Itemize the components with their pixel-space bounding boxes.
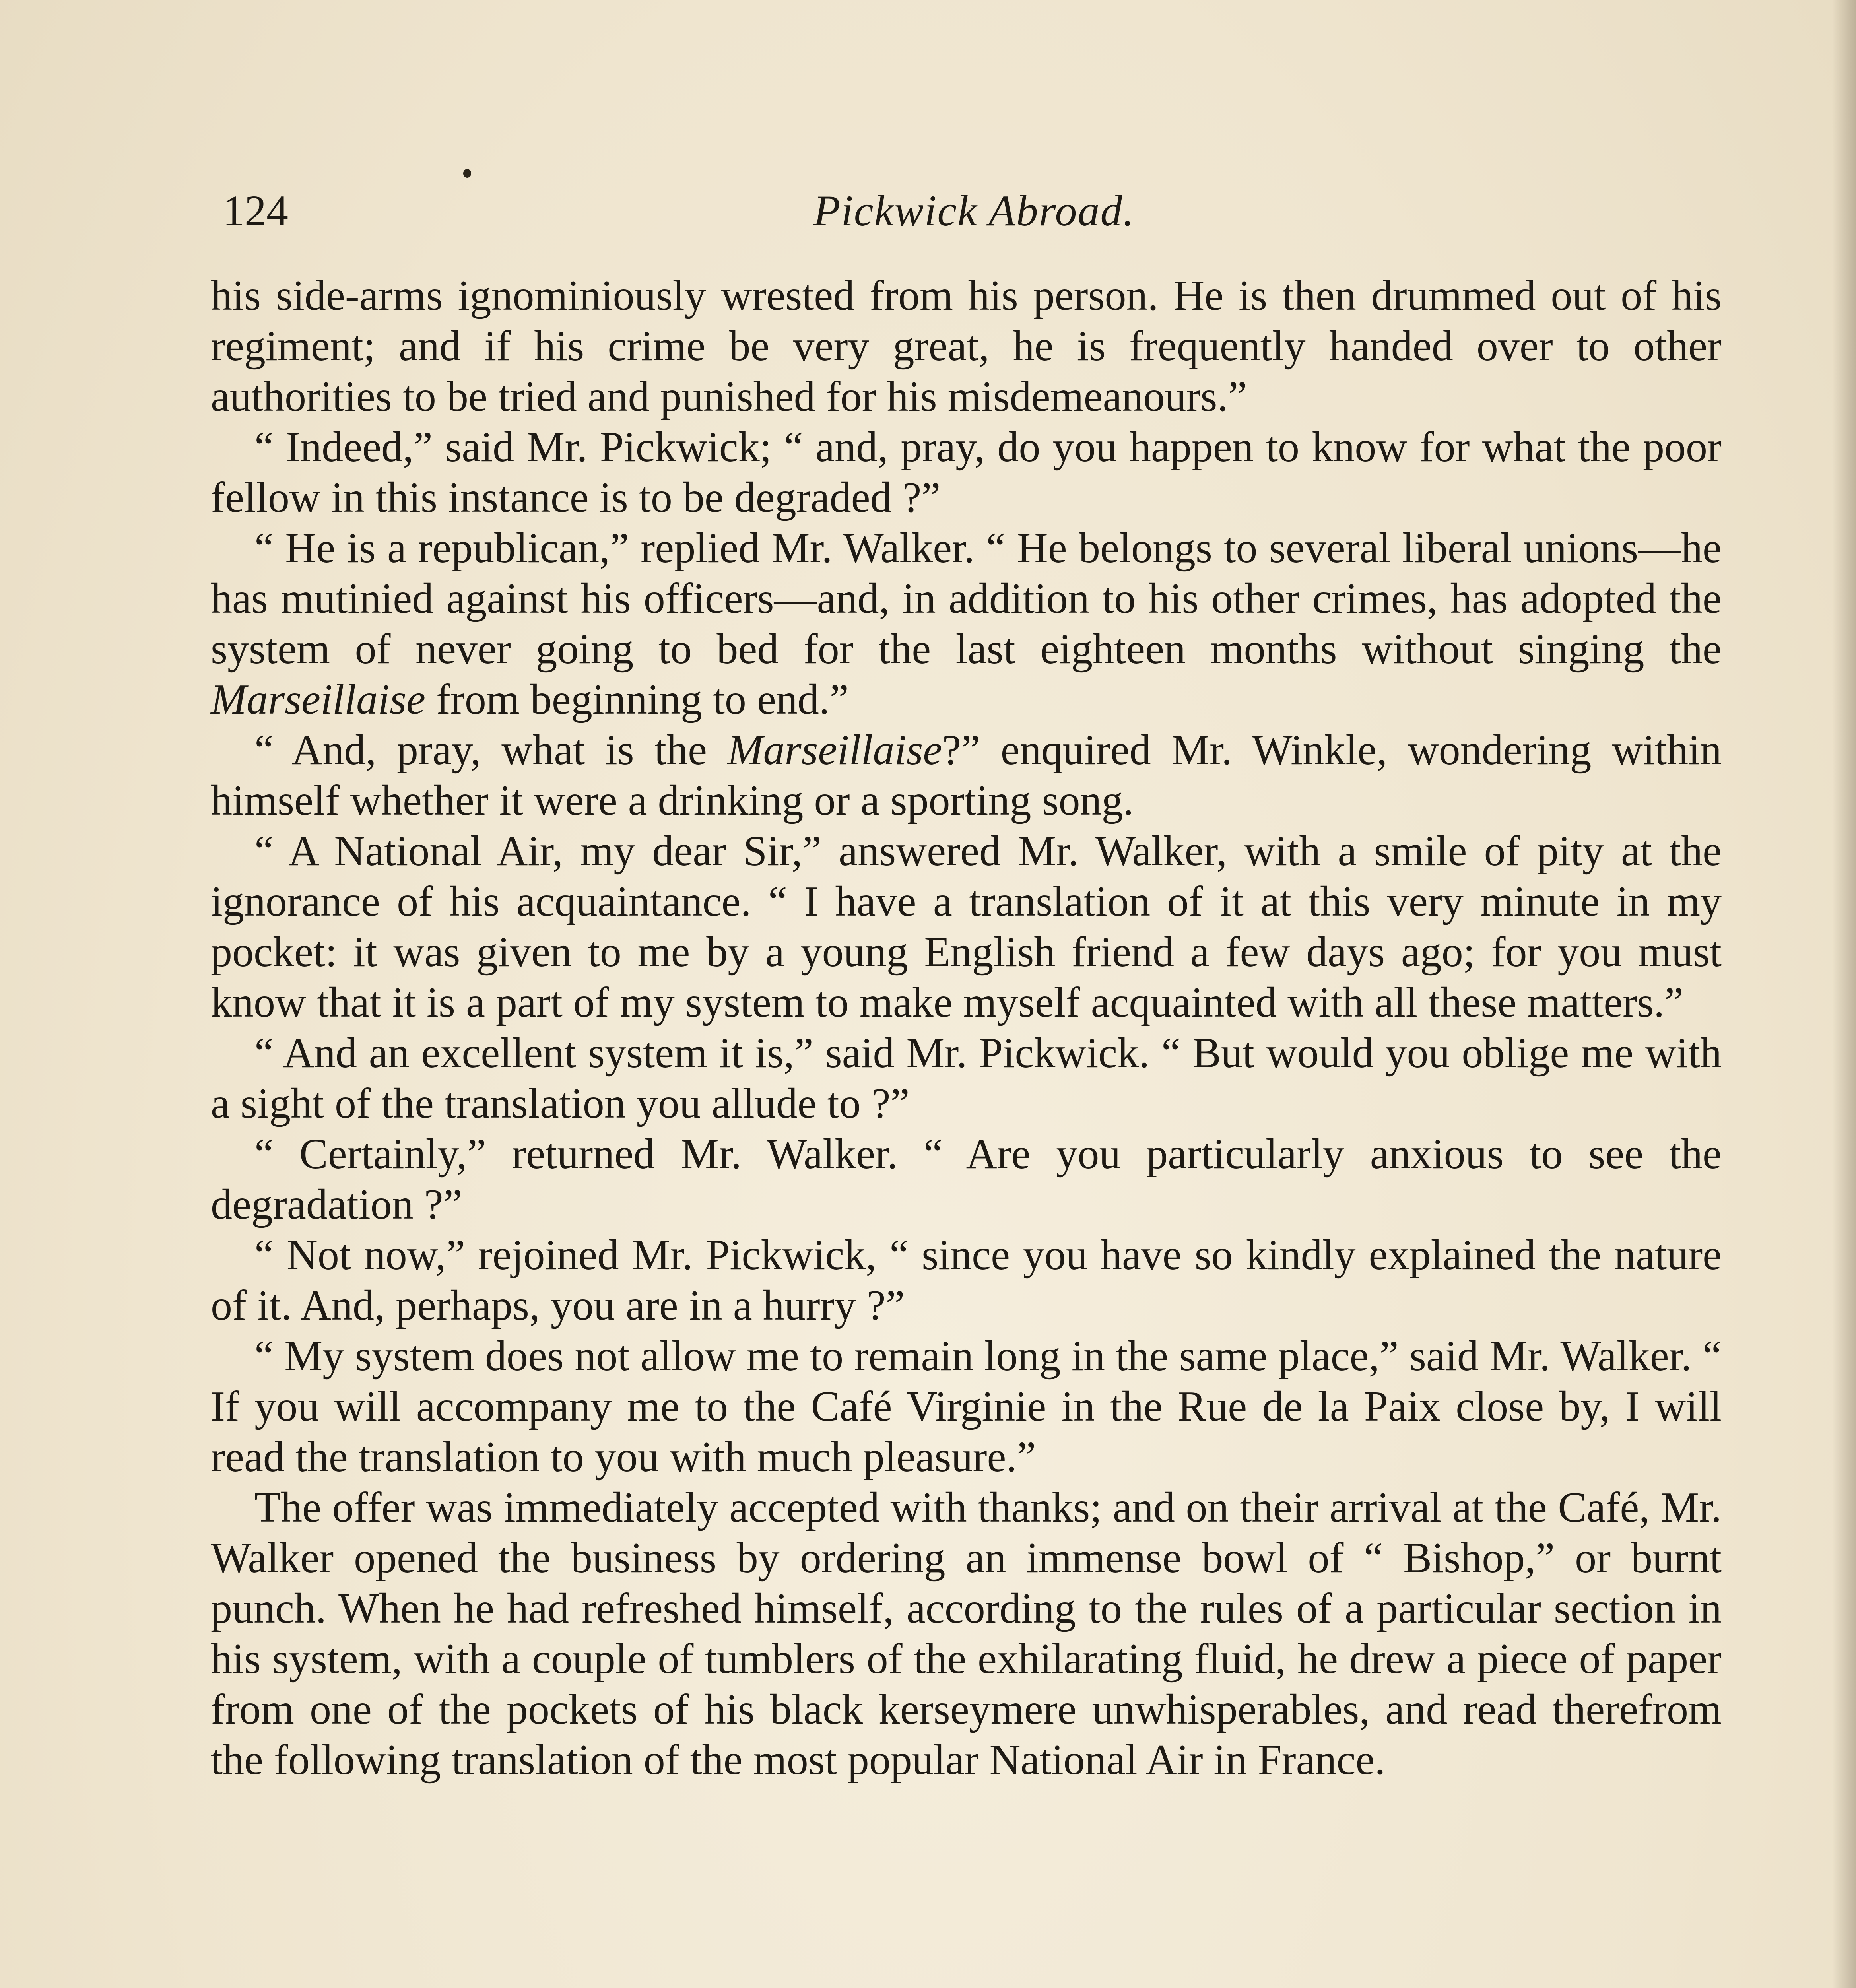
paragraph: “ Indeed,” said Mr. Pickwick; “ and, pray, do you happen to know for what the poor fellow in this instance is to be degraded ?” <box>211 423 1722 521</box>
song-name: Marseillaise <box>727 726 942 774</box>
paragraph: “ He is a republican,” replied Mr. Walker. “ He belongs to several liberal unions—he has mutinied against his officers—and, in addition to his other crimes, has adopted the system of never going to bed for the last eighteen months without singing the Marseillaise from beginning to end.” <box>211 524 1722 723</box>
paragraph: “ And an excellent system it is,” said Mr. Pickwick. “ But would you oblige me with a sight of the translation you allude to ?” <box>211 1029 1722 1127</box>
page-header <box>223 181 1726 241</box>
running-head: Pickwick Abroad. <box>813 186 1135 235</box>
print-speck <box>463 169 471 178</box>
paragraph: “ My system does not allow me to remain long in the same place,” said Mr. Walker. “ If you will accompany me to the Café Virginie in the Rue de la Paix close by, I will read the translation to you with much pleasure.” <box>211 1332 1722 1481</box>
paragraph: his side-arms ignominiously wrested from his person. He is then drummed out of his regiment; and if his crime be very great, he is frequently handed over to other authorities to be tried and punished for his misdemeanours.” <box>211 272 1722 420</box>
paragraph: The offer was immediately accepted with thanks; and on their arrival at the Café, Mr. Walker opened the business by ordering an immense bowl of “ Bishop,” or burnt punch. When he had refreshed himself, according to the rules of a particular section in his system, with a couple of tumblers of the exhilarating fluid, he drew a piece of paper from one of the pockets of his black kerseymere unwhisperables, and read therefrom the following translation of the most popular National Air in France. <box>211 1484 1722 1784</box>
body-text <box>211 270 1722 1785</box>
paragraph: “ And, pray, what is the Marseillaise?” enquired Mr. Winkle, wondering within himself whether it were a drinking or a sporting song. <box>211 726 1722 824</box>
page-edge-shadow <box>1832 0 1856 1988</box>
page-number: 124 <box>223 186 288 235</box>
paragraph: “ Certainly,” returned Mr. Walker. “ Are you particularly anxious to see the degradation ?” <box>211 1130 1722 1228</box>
paragraph: “ A National Air, my dear Sir,” answered Mr. Walker, with a smile of pity at the ignorance of his acquaintance. “ I have a translation of it at this very minute in my pocket: it was given to me by a young English friend a few days ago; for you must know that it is a part of my system to make myself acquainted with all these matters.” <box>211 827 1722 1026</box>
paragraph: “ Not now,” rejoined Mr. Pickwick, “ since you have so kindly explained the nature of it. And, perhaps, you are in a hurry ?” <box>211 1231 1722 1329</box>
song-name: Marseillaise <box>211 676 425 723</box>
